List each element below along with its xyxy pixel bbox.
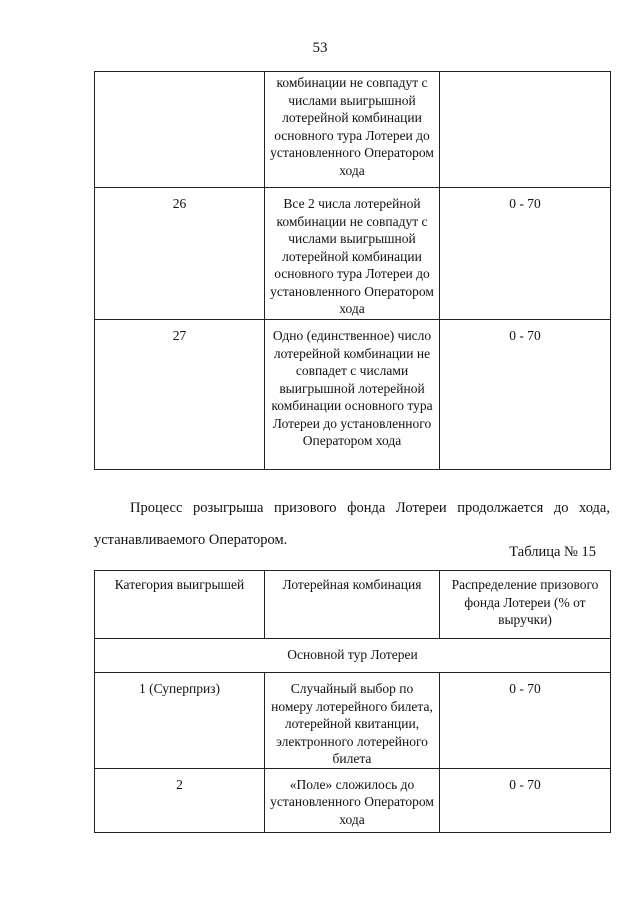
category-cell: 27 xyxy=(95,320,265,470)
table-header-row xyxy=(95,571,611,639)
distribution-cell: 0 - 70 xyxy=(440,320,611,470)
combination-cell: «Поле» сложилось до установленного Оператором хода xyxy=(265,768,440,832)
category-cell: 1 (Суперприз) xyxy=(95,673,265,769)
combination-cell: комбинации не совпадут с числами выигрышной лотерейной комбинации основного тура Лотереи до установленного Оператором хода xyxy=(265,72,440,188)
header-category: Категория выигрышей xyxy=(95,571,265,639)
distribution-cell xyxy=(440,72,611,188)
prize-table-continued xyxy=(94,71,611,470)
distribution-cell: 0 - 70 xyxy=(440,768,611,832)
prize-table-15 xyxy=(94,570,611,833)
combination-cell: Одно (единственное) число лотерейной комбинации не совпадет с числами выигрышной лотерейной комбинации основного тура Лотереи до установленного Оператором хода xyxy=(265,320,440,470)
table-row xyxy=(95,320,611,470)
section-row xyxy=(95,639,611,673)
table-row xyxy=(95,673,611,769)
table-row xyxy=(95,72,611,188)
body-paragraph: Процесс розыгрыша призового фонда Лотереи продолжается до хода, устанавливаемого Оператором. xyxy=(94,500,610,548)
distribution-cell: 0 - 70 xyxy=(440,673,611,769)
category-cell: 26 xyxy=(95,188,265,320)
section-title: Основной тур Лотереи xyxy=(95,639,611,673)
header-combination: Лотерейная комбинация xyxy=(265,571,440,639)
table-row xyxy=(95,768,611,832)
category-cell xyxy=(95,72,265,188)
category-cell: 2 xyxy=(95,768,265,832)
distribution-cell: 0 - 70 xyxy=(440,188,611,320)
combination-cell: Случайный выбор по номеру лотерейного билета, лотерейной квитанции, электронного лотерейного билета xyxy=(265,673,440,769)
header-distribution: Распределение призового фонда Лотереи (% от выручки) xyxy=(440,571,611,639)
table-label: Таблица № 15 xyxy=(509,544,596,560)
table-row xyxy=(95,188,611,320)
combination-cell: Все 2 числа лотерейной комбинации не совпадут с числами выигрышной лотерейной комбинации основного тура Лотереи до установленного Оператором хода xyxy=(265,188,440,320)
page-number: 53 xyxy=(312,40,328,56)
